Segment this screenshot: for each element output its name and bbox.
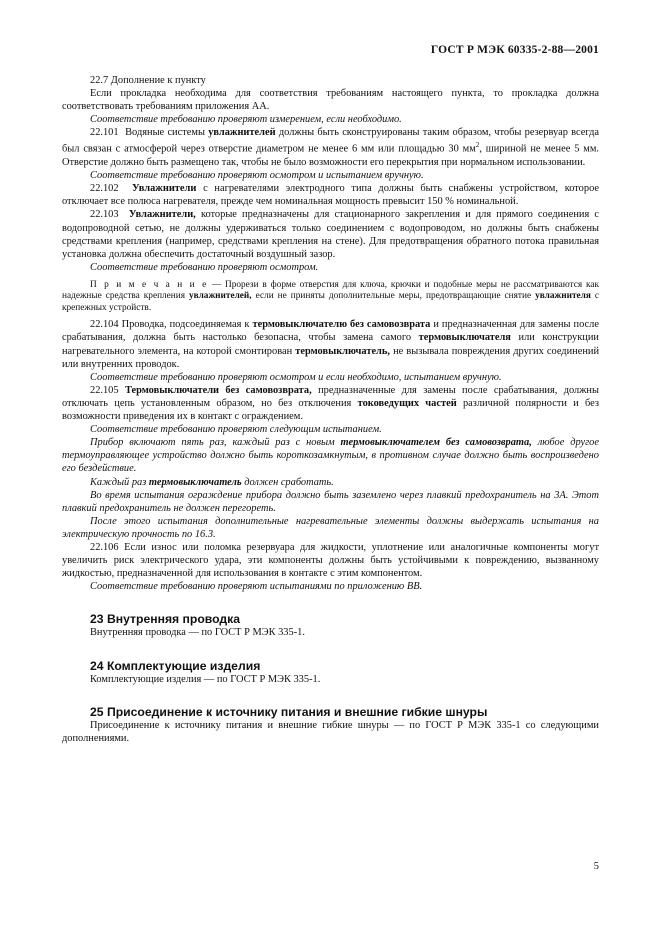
clause-22-103: 22.103 Увлажнители, которые предназначены для стационарного закрепления и для прямого соединения с водопроводной сетью, не должны удерживаться только соединением с водопроводом, но должны быть снабжены средствами крепления (например, средствами крепления на стене). Для предотвращения обратного потока правильная установка должна обеспечить достаточный воздушный зазор. (62, 209, 599, 260)
test-step-2: Каждый раз термовыключатель должен сработать. (90, 476, 334, 488)
section-23-heading: 23 Внутренняя проводка (90, 612, 241, 627)
compliance-22-101: Соответствие требованию проверяют осмотром и испытанием вручную. (90, 170, 424, 182)
document-header: ГОСТ Р МЭК 60335-2-88—2001 (430, 44, 599, 56)
clause-22-101: 22.101 Водяные системы увлажнителей должны быть сконструированы таким образом, чтобы резервуар всегда был связан с атмосферой через отверстие диаметром не менее 6 мм или площадью 30 $мм^2$, шириной не менее 5 мм. Отверстие должно быть размещено так, чтобы не было возможности его перекрытия при нормальном использовании. (62, 127, 600, 169)
compliance-22-104: Соответствие требованию проверяют осмотром и если необходимо, испытанием вручную. (90, 371, 502, 383)
clause-22-105: 22.105 Термовыключатели без самовозврата, предназначенные для замены после срабатывания, должны отключать цепь установленным образом, но без отключения токоведущих частей различной полярности и без возможности приведения их в контакт с ограждением. (62, 384, 599, 423)
page-number: 5 (593, 861, 599, 872)
clause-22-102: 22.102 Увлажнители с нагревателями электродного типа должны быть снабжены устройством, которое отключает все полюса нагревателя, прежде чем номинальная мощность превысит 150 % номинальной. (62, 183, 600, 208)
section-23-text: Внутренняя проводка — по ГОСТ Р МЭК 335-1. (90, 627, 305, 639)
clause-22-106: 22.106 Если износ или поломка резервуара для жидкости, уплотнение или аналогичные компоненты могут увеличить риск электрического удара, эти компоненты должны быть устойчивыми к повреждению, вызванному жидкостью, предназначенной для использования в контакте с этим компонентом. (62, 541, 599, 580)
test-step-4: После этого испытания дополнительные нагревательные элементы должны выдержать испытания на электрическую прочность по 16.3. (62, 515, 599, 540)
page-body (62, 74, 599, 745)
section-25-heading: 25 Присоединение к источнику питания и внешние гибкие шнуры (90, 704, 488, 719)
compliance-22-106: Соответствие требованию проверяют испытаниями по приложению ВВ. (90, 581, 423, 593)
section-24-text: Комплектующие изделия — по ГОСТ Р МЭК 335-1. (90, 673, 321, 685)
note: П р и м е ч а н и е — Прорези в форме отверстия для ключа, крючки и подобные меры не рассматриваются как надежные средства крепления увлажнителей, если не приняты дополнительные меры, предотвращающие снятие увлажнителя с крепежных устройств. (62, 279, 600, 313)
compliance-22-7: Соответствие требованию проверяют измерением, если необходимо. (90, 114, 402, 126)
section-24-heading: 24 Комплектующие изделия (90, 658, 261, 673)
clause-22-104: 22.104 Проводка, подсоединяемая к термовыключателю без самовозврата и предназначенная для замены после срабатывания, должна быть настолько безопасна, чтобы замена самого термовыключателя или конструкции нагревательного элемента, на которой смонтирован термовыключатель, не вызывала повреждения других соединений или внутренних проводок. (62, 319, 600, 370)
clause-22-7-text: Если прокладка необходима для соответствия требованиям настоящего пункта, то прокладка должна соответствовать требованиям приложения АА. (62, 88, 599, 113)
test-step-1: Прибор включают пять раз, каждый раз с новым термовыключателем без самовозврата, любое другое термоуправляющее устройство должно быть короткозамкнутым, в противном случае должно быть воспроизведено его бездействие. (62, 437, 599, 475)
compliance-22-105: Соответствие требованию проверяют следующим испытанием. (90, 424, 382, 436)
clause-22-7-title: 22.7 Дополнение к пункту (90, 75, 206, 86)
compliance-22-103: Соответствие требованию проверяют осмотром. (90, 261, 319, 273)
test-step-3: Во время испытания ограждение прибора должно быть заземлено через плавкий предохранитель на 3А. Этот плавкий предохранитель не должен перегореть. (62, 489, 599, 514)
section-25-text: Присоединение к источнику питания и внешние гибкие шнуры — по ГОСТ Р МЭК 335-1 со следующими дополнениями. (62, 719, 599, 744)
